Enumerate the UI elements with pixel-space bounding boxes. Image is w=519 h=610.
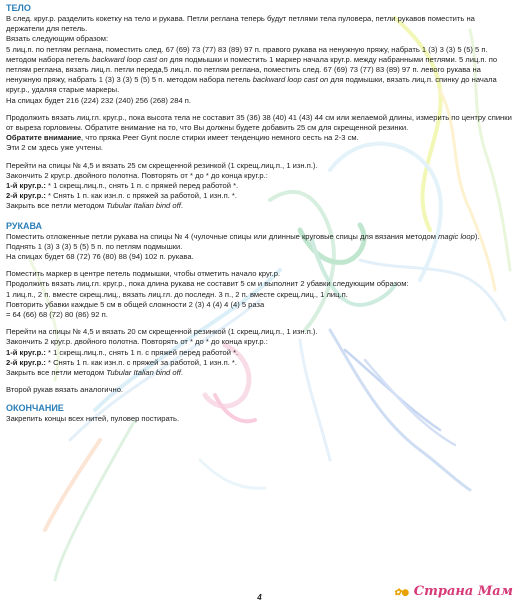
sleeve-round-1: 1-й круг.р.: * 1 скрещ.лиц.п., снять 1 п. с пряжей перед работой *.	[6, 347, 239, 357]
section-title-sleeves: РУКАВА	[6, 220, 43, 231]
body-finish-rounds: Закончить 2 круг.р. двойного полотна. Повторять от * до * до конца круг.р.:	[6, 170, 268, 180]
body-knit-as-follows: Вязать следующим образом:	[6, 34, 109, 44]
sleeve-total: На спицах будет 68 (72) 76 (80) 88 (94) 102 п. рукава.	[6, 252, 194, 262]
watermark-text: Страна Мам	[413, 584, 513, 599]
sleeve-pickup: Поднять 1 (3) 3 (3) 5 (5) 5 п. по петлям подмышки.	[6, 241, 183, 251]
body-switch-needles: Перейти на спицы № 4,5 и вязать 25 см скрещенной резинкой (1 скрещ.лиц.п., 1 изн.п.).	[6, 160, 318, 170]
body-steps: 5 лиц.п. по петлям реглана, поместить след. 67 (69) 73 (77) 83 (89) 97 п. правого рукава на ненужную пряжу, набрать 1 (3) 3 (3) 5 (5) 5 п. методом набора петель backward loop cast on для подмышки и поместить 1 маркер начала круг.р. между набранными петлями. 5 лиц.п. по петлям реглана, вязать лиц.п. петли переда,5 лиц.п. по петлям реглана, поместить след. 67 (69) 73 (77) 83 (89) 97 п. левого рукава на ненужную пряжу, набрать 1 (3) 3 (3) 5 (5) 5 п. методом набора петель backward loop cast on для подмышки, вязать лиц.п. спинку до начала круг.р., удаляя старые маркеры.	[6, 44, 498, 95]
section-title-finishing: ОКОНЧАНИЕ	[6, 402, 64, 413]
body-round-1: 1-й круг.р.: * 1 скрещ.лиц.п., снять 1 п. с пряжей перед работой *.	[6, 181, 239, 191]
document-page	[6, 3, 512, 424]
page-number: 4	[257, 593, 262, 602]
site-watermark	[394, 584, 513, 599]
body-needles-total: На спицах будет 216 (224) 232 (240) 256 (268) 284 п.	[6, 95, 192, 105]
watermark-dots-icon: ✿●	[393, 588, 410, 598]
body-bind-off: Закрыть все петли методом Tubular Italian bind off.	[6, 201, 183, 211]
sleeve-bind-off: Закрыть все петли методом Tubular Italian bind off.	[6, 368, 183, 378]
section-title-body: ТЕЛО	[6, 3, 31, 13]
body-attention-note: Эти 2 см здесь уже учтены.	[6, 143, 104, 153]
sleeve-decrease-2: 1 лиц.п., 2 п. вместе скрещ.лиц., вязать лиц.гл. до последн. 3 п., 2 п. вместе скрещ.лиц., 1 лиц.п.	[6, 289, 348, 299]
body-attention: Обратите внимание, что пряжа Peer Gynt после стирки имеет тенденцию немного сесть на 2-3 см.	[6, 133, 359, 143]
body-intro: В след. круг.р. разделить кокетку на тело и рукава. Петли реглана теперь будут петлями тела пуловера, петли рукавов поместить на держатели для петель.	[6, 14, 475, 34]
body-continue: Продолжить вязать лиц.гл. круг.р., пока высота тела не составит 35 (36) 38 (40) 41 (43) 44 см или желаемой длины, измерить по центру спинки от выреза горловины. Обратите внимание на то, что Вы должны будете добавить 25 см для скрещенной резинки.	[6, 112, 512, 133]
sleeve-intro: Поместить отложенные петли рукава на спицы № 4 (чулочные спицы или длинные круговые спицы для вязания методом magic loop).	[6, 231, 480, 241]
sleeve-second: Второй рукав вязать аналогично.	[6, 385, 124, 395]
body-round-2: 2-й круг.р.: * Снять 1 п. как изн.п. с пряжей за работой, 1 изн.п. *.	[6, 191, 237, 201]
sleeve-marker: Поместить маркер в центре петель подмышки, чтобы отметить начало круг.р.	[6, 269, 281, 279]
sleeve-switch-needles: Перейти на спицы № 4,5 и вязать 20 см скрещенной резинкой (1 скрещ.лиц.п., 1 изн.п.).	[6, 327, 318, 337]
finishing-text: Закрепить концы всех нитей, пуловер постирать.	[6, 413, 180, 423]
sleeve-decrease-1: Продолжить вязать лиц.гл. круг.р., пока длина рукава не составит 5 см и выполнит 2 убавки следующим образом:	[6, 279, 409, 289]
sleeve-decrease-4: = 64 (66) 68 (72) 80 (86) 92 п.	[6, 310, 108, 320]
sleeve-finish-rounds: Закончить 2 круг.р. двойного полотна. Повторять от * до * до конца круг.р.:	[6, 337, 268, 347]
sleeve-round-2: 2-й круг.р.: * Снять 1 п. как изн.п. с пряжей за работой, 1 изн.п. *.	[6, 357, 237, 367]
sleeve-decrease-3: Повторить убавки каждые 5 см в общей сложности 2 (3) 4 (4) 4 (4) 5 раза	[6, 299, 265, 309]
